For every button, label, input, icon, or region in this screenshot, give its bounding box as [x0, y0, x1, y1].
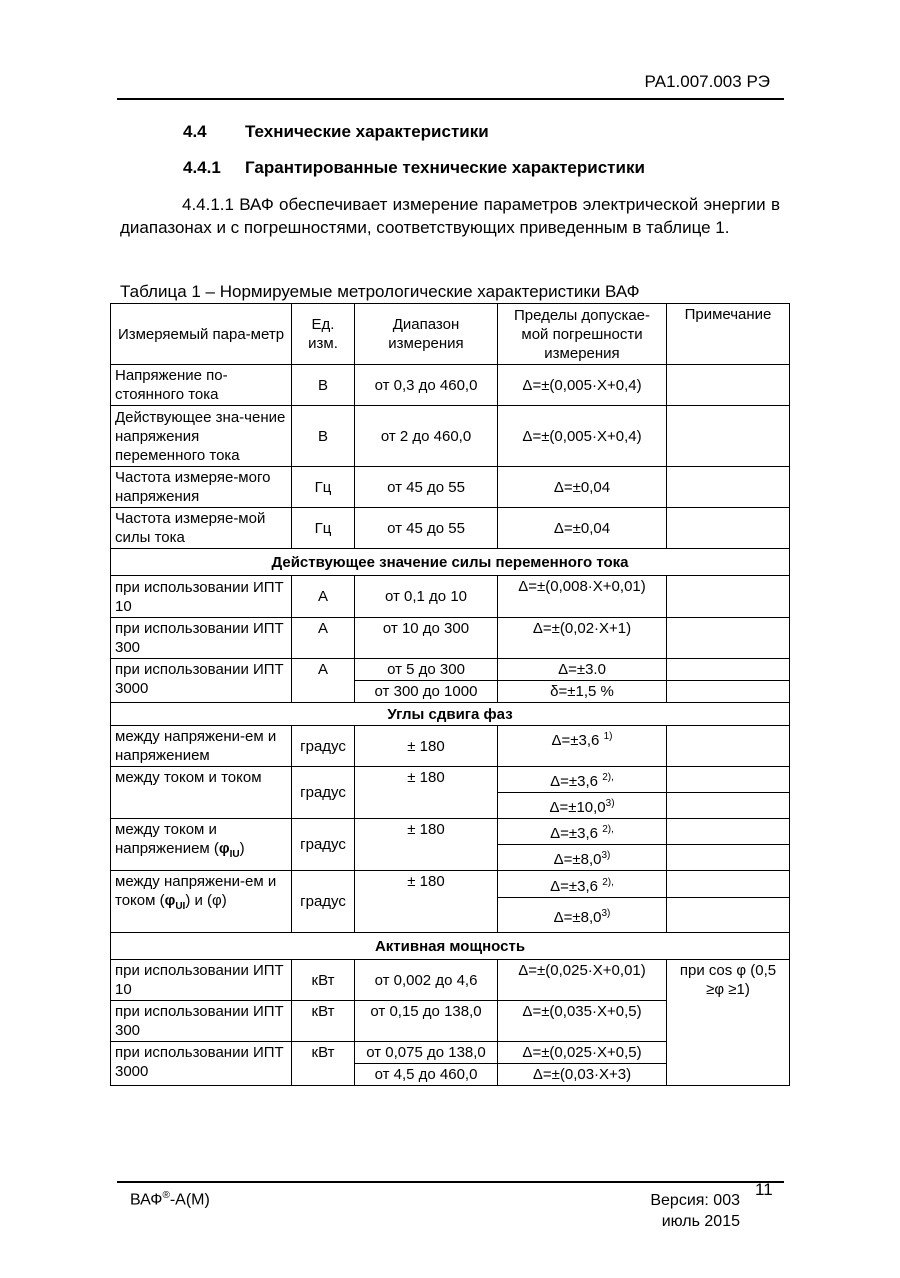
note-cell — [667, 726, 790, 767]
footnote-ref: 1) — [603, 731, 613, 742]
section-number: 4.4 — [183, 122, 207, 141]
param-cell: при использовании ИПТ 3000 — [111, 659, 292, 703]
unit-cell: В — [292, 365, 355, 406]
range-cell: ± 180 — [355, 767, 498, 819]
param-cell: при использовании ИПТ 300 — [111, 1001, 292, 1042]
param-cell: Частота измеряе-мой силы тока — [111, 508, 292, 549]
table-row — [111, 508, 790, 549]
error-cell — [498, 726, 667, 767]
param-cell: между напряжени-ем и напряжением — [111, 726, 292, 767]
error-cell: Δ=±(0,02·X+1) — [498, 618, 667, 659]
error-value: Δ=±10,0 — [549, 799, 606, 816]
table-row — [111, 406, 790, 467]
param-text: между током и напряжением ( — [115, 821, 219, 857]
param-text: между напряжени-ем и током ( — [115, 873, 277, 909]
note-cell — [667, 406, 790, 467]
footer-product — [130, 1190, 210, 1209]
unit-cell: градус — [292, 871, 355, 933]
unit-cell: Гц — [292, 508, 355, 549]
section-title: Технические характеристики — [245, 122, 489, 141]
subsection-title: Гарантированные технические характеристики — [245, 158, 645, 177]
note-cell — [667, 681, 790, 703]
note-cell — [667, 819, 790, 845]
unit-cell: кВт — [292, 1042, 355, 1086]
unit-cell: градус — [292, 726, 355, 767]
metrology-table — [110, 303, 790, 1086]
error-cell: Δ=±(0,005·X+0,4) — [498, 365, 667, 406]
error-value: Δ=±8,0 — [553, 851, 602, 868]
error-cell: Δ=±(0,008·X+0,01) — [498, 576, 667, 618]
footnote-ref: 3) — [601, 907, 611, 919]
subsection-number: 4.4.1 — [183, 158, 221, 177]
phi-subscript: UI — [175, 901, 186, 912]
param-cell: Напряжение по-стоянного тока — [111, 365, 292, 406]
table-row — [111, 618, 790, 659]
table-row — [111, 871, 790, 898]
error-cell: Δ=±(0,025·X+0,5) — [498, 1042, 667, 1064]
table-row — [111, 365, 790, 406]
header-cell: Ед. изм. — [292, 304, 355, 365]
param-text: ) — [239, 840, 245, 857]
section-row — [111, 703, 790, 726]
section-heading-power: Активная мощность — [111, 933, 790, 960]
param-cell: Действующее зна-чение напряжения переменного тока — [111, 406, 292, 467]
phi-subscript: IU — [229, 849, 240, 860]
error-cell: Δ=±0,04 — [498, 467, 667, 508]
unit-cell: градус — [292, 819, 355, 871]
param-cell: при использовании ИПТ 10 — [111, 960, 292, 1001]
param-cell: при использовании ИПТ 10 — [111, 576, 292, 618]
param-cell: Частота измеряе-мого напряжения — [111, 467, 292, 508]
range-cell: от 10 до 300 — [355, 618, 498, 659]
range-cell: ± 180 — [355, 726, 498, 767]
note-cell — [667, 845, 790, 871]
section-row — [111, 933, 790, 960]
error-cell — [498, 871, 667, 898]
table-row — [111, 467, 790, 508]
body-paragraph: 4.4.1.1 ВАФ обеспечивает измерение параметров электрической энергии в диапазонах и с погрешностями, соответствующих приведенным в таблице 1. — [120, 195, 780, 237]
error-cell: Δ=±(0,005·X+0,4) — [498, 406, 667, 467]
footnote-ref: 3) — [601, 850, 611, 861]
range-cell: от 45 до 55 — [355, 467, 498, 508]
note-cell — [667, 659, 790, 681]
error-value: Δ=±3,6 — [551, 732, 600, 749]
error-cell — [498, 793, 667, 819]
error-cell: δ=±1,5 % — [498, 681, 667, 703]
header-rule — [117, 98, 784, 100]
note-cell — [667, 576, 790, 618]
section-heading-angles: Углы сдвига фаз — [111, 703, 790, 726]
registered-mark: ® — [162, 1190, 170, 1201]
error-cell — [498, 845, 667, 871]
param-cell: при использовании ИПТ 300 — [111, 618, 292, 659]
section-row — [111, 549, 790, 576]
param-cell — [111, 871, 292, 933]
table-row — [111, 726, 790, 767]
range-cell: от 0,002 до 4,6 — [355, 960, 498, 1001]
header-cell: Диапазон измерения — [355, 304, 498, 365]
error-cell: Δ=±(0,035·X+0,5) — [498, 1001, 667, 1042]
footnote-ref: 2), — [602, 876, 614, 888]
table-row — [111, 819, 790, 845]
section-heading-current: Действующее значение силы переменного тока — [111, 549, 790, 576]
error-cell: Δ=±3.0 — [498, 659, 667, 681]
note-cell: при cos φ (0,5 ≥φ ≥1) — [667, 960, 790, 1086]
range-cell: от 0,15 до 138,0 — [355, 1001, 498, 1042]
product-name: ВАФ — [130, 1191, 163, 1209]
unit-cell: градус — [292, 767, 355, 819]
param-cell — [111, 819, 292, 871]
param-cell: между током и током — [111, 767, 292, 819]
footer-version — [620, 1190, 740, 1232]
error-cell: Δ=±0,04 — [498, 508, 667, 549]
range-cell: ± 180 — [355, 871, 498, 933]
note-cell — [667, 618, 790, 659]
header-cell: Измеряемый пара-метр — [111, 304, 292, 365]
document-code: РА1.007.003 РЭ — [644, 72, 770, 91]
range-cell: ± 180 — [355, 819, 498, 871]
table-header-row — [111, 304, 790, 365]
unit-cell: кВт — [292, 960, 355, 1001]
phi-symbol: φ — [218, 840, 230, 857]
version-text: Версия: 003 — [650, 1192, 740, 1209]
footnote-ref: 2), — [602, 772, 614, 783]
section-heading — [183, 122, 489, 142]
unit-cell: А — [292, 618, 355, 659]
note-cell — [667, 767, 790, 793]
range-cell: от 4,5 до 460,0 — [355, 1064, 498, 1086]
unit-cell: Гц — [292, 467, 355, 508]
range-cell: от 300 до 1000 — [355, 681, 498, 703]
param-text: ) и (φ) — [185, 892, 227, 909]
table-caption: Таблица 1 – Нормируемые метрологические характеристики ВАФ — [120, 282, 640, 301]
range-cell: от 0,1 до 10 — [355, 576, 498, 618]
error-cell — [498, 767, 667, 793]
table-row — [111, 576, 790, 618]
header-cell: Примечание — [667, 304, 790, 365]
phi-symbol: φ — [164, 892, 176, 909]
note-cell — [667, 467, 790, 508]
table-row — [111, 767, 790, 793]
product-suffix: -А(М) — [169, 1191, 210, 1209]
footer-rule — [117, 1181, 784, 1183]
note-cell — [667, 365, 790, 406]
footnote-ref: 2), — [602, 824, 614, 835]
param-cell: при использовании ИПТ 3000 — [111, 1042, 292, 1086]
error-cell: Δ=±(0,025·X+0,01) — [498, 960, 667, 1001]
note-cell — [667, 871, 790, 898]
note-cell — [667, 793, 790, 819]
unit-cell: кВт — [292, 1001, 355, 1042]
note-cell — [667, 508, 790, 549]
error-cell — [498, 819, 667, 845]
range-cell: от 0,075 до 138,0 — [355, 1042, 498, 1064]
unit-cell: А — [292, 576, 355, 618]
error-cell: Δ=±(0,03·X+3) — [498, 1064, 667, 1086]
range-cell: от 5 до 300 — [355, 659, 498, 681]
error-value: Δ=±8,0 — [553, 908, 602, 926]
error-value: Δ=±3,6 — [550, 877, 599, 895]
note-cell — [667, 898, 790, 933]
error-value: Δ=±3,6 — [550, 773, 599, 790]
error-cell — [498, 898, 667, 933]
range-cell: от 0,3 до 460,0 — [355, 365, 498, 406]
footnote-ref: 3) — [605, 798, 615, 809]
error-value: Δ=±3,6 — [550, 825, 599, 842]
date-text: июль 2015 — [661, 1213, 740, 1230]
range-cell: от 2 до 460,0 — [355, 406, 498, 467]
unit-cell: А — [292, 659, 355, 703]
table-row — [111, 960, 790, 1001]
table-row — [111, 659, 790, 681]
page-number: 11 — [755, 1180, 773, 1199]
header-cell: Пределы допускае-мой погрешности измерения — [498, 304, 667, 365]
unit-cell: В — [292, 406, 355, 467]
range-cell: от 45 до 55 — [355, 508, 498, 549]
subsection-heading — [183, 158, 645, 178]
